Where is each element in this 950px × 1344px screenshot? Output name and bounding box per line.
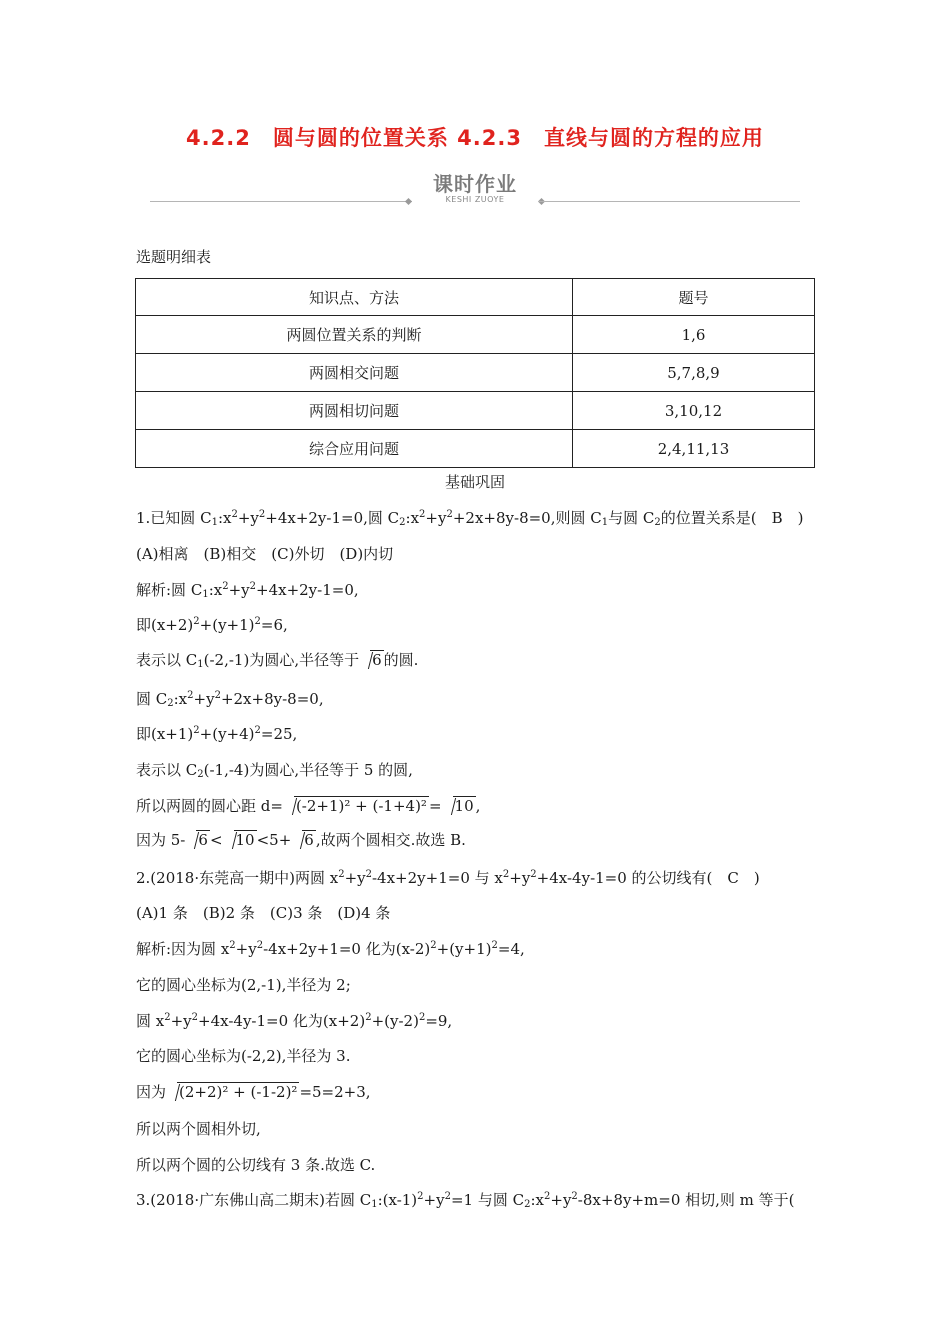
solution-line: 所以两圆的圆心距 d= (-2+1)² + (-1+4)² = 10 ,	[136, 797, 481, 815]
table-cell: 两圆相切问题	[136, 392, 573, 430]
table-cell: 1,6	[573, 316, 815, 354]
banner-divider-right	[538, 201, 800, 202]
question-2-options: (A)1 条 (B)2 条 (C)3 条 (D)4 条	[136, 904, 391, 922]
section-title: 基础巩固	[444, 473, 505, 491]
solution-line: 即$(x+1)^2+(y+4)^2=25$,	[136, 725, 298, 743]
banner-subtitle: KESHI ZUOYE	[445, 195, 505, 204]
table-cell: 两圆位置关系的判断	[136, 316, 573, 354]
table-row	[136, 316, 815, 354]
solution-line: 它的圆心坐标为(-2,2),半径为 3.	[136, 1047, 351, 1065]
solution-line: 圆 $C_2:x^2+y^2+2x+8y-8=0$,	[136, 690, 324, 709]
question-1-stem: 1.已知圆 $C_1:x^2+y^2+4x+2y-1=0$,圆 $C_2:x^2+y^2+2x+8y-8=0$,则圆 $C_1$与圆 $C_2$的位置关系是( B )	[136, 509, 804, 528]
table-cell: 2,4,11,13	[573, 430, 815, 468]
sqrt-symbol: (2+2)² + (-1-2)²	[166, 1082, 299, 1102]
table-cell: 两圆相交问题	[136, 354, 573, 392]
question-1-options: (A)相离 (B)相交 (C)外切 (D)内切	[136, 545, 394, 563]
table-cell: 3,10,12	[573, 392, 815, 430]
solution-line: 它的圆心坐标为(2,-1),半径为 2;	[136, 976, 351, 994]
solution-line: 圆 $x^2+y^2+4x-4y-1=0$ 化为$(x+2)^2+(y-2)^2=9$,	[136, 1012, 453, 1030]
sqrt-symbol: 6	[185, 830, 210, 850]
sqrt-symbol: 10	[442, 796, 476, 816]
sqrt-symbol: 6	[359, 650, 384, 670]
section-banner	[150, 164, 800, 210]
table-row	[136, 392, 815, 430]
topic-table	[135, 278, 815, 468]
table-cell: 5,7,8,9	[573, 354, 815, 392]
banner-divider-left	[150, 201, 412, 202]
solution-line: 即$(x+2)^2+(y+1)^2=6$,	[136, 616, 288, 634]
sqrt-symbol: (-2+1)² + (-1+4)²	[283, 796, 429, 816]
table-row	[136, 430, 815, 468]
solution-line: 解析:圆 $C_1:x^2+y^2+4x+2y-1=0$,	[136, 581, 359, 600]
table-caption: 选题明细表	[136, 248, 212, 266]
banner-diamond-icon	[405, 198, 412, 205]
solution-line: 因为 5- 6 < 10 <5+ 6 ,故两个圆相交.故选 B.	[136, 831, 466, 849]
table-cell: 综合应用问题	[136, 430, 573, 468]
sqrt-symbol: 6	[291, 830, 316, 850]
table-header: 知识点、方法	[136, 279, 573, 316]
table-header-row	[136, 279, 815, 316]
question-3-stem: 3.(2018·广东佛山高二期末)若圆 $C_1:(x-1)^2+y^2=1$ 与圆 $C_2:x^2+y^2-8x+8y+m=0$ 相切,则 m 等于(	[136, 1191, 795, 1210]
solution-line: 解析:因为圆 $x^2+y^2-4x+2y+1=0$ 化为$(x-2)^2+(y+1)^2=4$,	[136, 940, 525, 958]
solution-line: 所以两个圆的公切线有 3 条.故选 C.	[136, 1156, 376, 1174]
solution-line: 所以两个圆相外切,	[136, 1120, 261, 1138]
table-row	[136, 354, 815, 392]
question-2-stem: 2.(2018·东莞高一期中)两圆 $x^2+y^2-4x+2y+1=0$ 与 $x^2+y^2+4x-4y-1=0$ 的公切线有( C )	[136, 869, 760, 887]
page-title: 4.2.2 圆与圆的位置关系 4.2.3 直线与圆的方程的应用	[186, 126, 764, 150]
sqrt-symbol: 10	[223, 830, 257, 850]
banner-title: 课时作业	[433, 172, 517, 196]
solution-line: 表示以 $C_1(-2,-1)$为圆心,半径等于 6 的圆.	[136, 651, 419, 670]
solution-line: 因为 (2+2)² + (-1-2)² =5=2+3,	[136, 1083, 371, 1101]
table-header: 题号	[573, 279, 815, 316]
solution-line: 表示以 $C_2(-1,-4)$为圆心,半径等于 5 的圆,	[136, 761, 413, 780]
